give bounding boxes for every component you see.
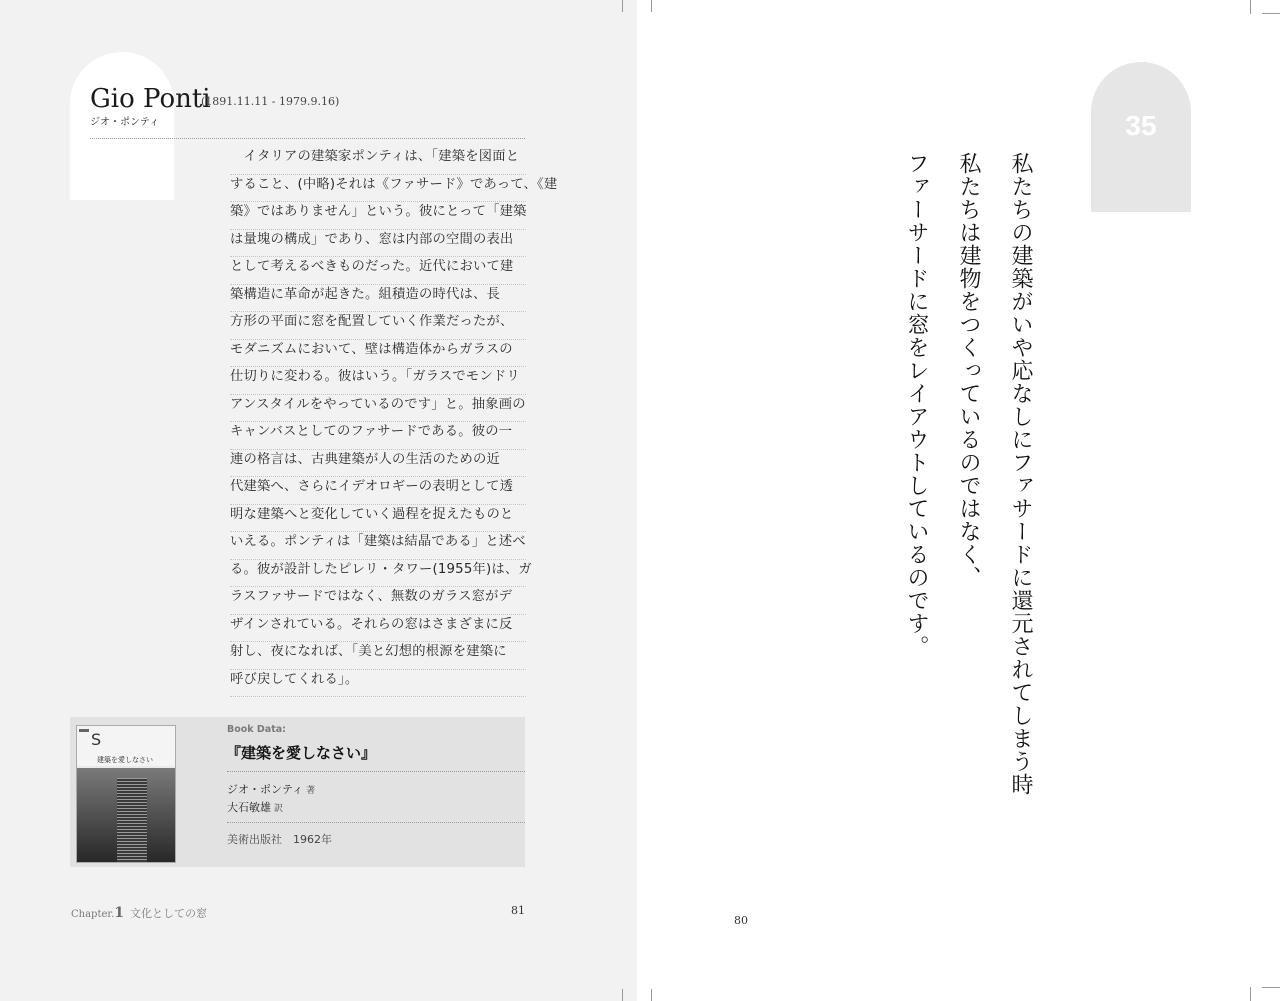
crop-mark bbox=[1250, 987, 1251, 1001]
crop-mark bbox=[1262, 13, 1280, 14]
cover-logo-icon: S bbox=[91, 730, 102, 749]
person-dates: (1891.11.11 - 1979.9.16) bbox=[201, 95, 340, 108]
body-line: として考えるべきものだった。近代において建 bbox=[230, 257, 526, 285]
book-translator-role: 訳 bbox=[274, 804, 284, 814]
running-footer bbox=[71, 902, 207, 921]
person-name: Gio Ponti bbox=[90, 84, 211, 114]
body-line: は量塊の構成」であり、窓は内部の空間の表出 bbox=[230, 230, 526, 258]
quote-column-1: 私たちの建築がいや応なしにファサードに還元されてしまう時 bbox=[1008, 152, 1033, 796]
cover-title: 建築を愛しなさい bbox=[97, 756, 153, 764]
crop-mark bbox=[651, 989, 652, 1001]
body-line: 射し、夜になれば、「美と幻想的根源を建築に bbox=[230, 642, 526, 670]
book-data-label: Book Data: bbox=[227, 724, 286, 735]
crop-mark bbox=[622, 0, 623, 12]
crop-mark bbox=[651, 0, 652, 12]
body-line: キャンバスとしてのファサードである。彼の一 bbox=[230, 422, 526, 450]
crop-mark bbox=[622, 989, 623, 1001]
book-data-divider bbox=[227, 822, 525, 823]
book-translator bbox=[227, 799, 283, 815]
body-line: すること、(中略)それは《ファサード》であって、《建 bbox=[230, 175, 526, 203]
page-number-left: 81 bbox=[511, 904, 525, 917]
crop-mark bbox=[1250, 0, 1251, 14]
chapter-word: Chapter. bbox=[71, 909, 115, 920]
chapter-number: 1 bbox=[114, 905, 125, 921]
body-line: 仕切りに変わる。彼はいう。「ガラスでモンドリ bbox=[230, 367, 526, 395]
body-line: ラスファサードではなく、無数のガラス窓がデ bbox=[230, 587, 526, 615]
body-line: 連の格言は、古典建築が人の生活のための近 bbox=[230, 450, 526, 478]
body-line: いえる。ポンティは「建築は結晶である」と述べ bbox=[230, 532, 526, 560]
body-line: 築構造に革命が起きた。組積造の時代は、長 bbox=[230, 285, 526, 313]
quote-column-2: 私たちは建物をつくっているのではなく、 bbox=[956, 152, 981, 589]
body-line: モダニズムにおいて、壁は構造体からガラスの bbox=[230, 340, 526, 368]
body-line: 明な建築へと変化していく過程を捉えたものと bbox=[230, 505, 526, 533]
body-line: 築》ではありません」という。彼にとって「建築 bbox=[230, 202, 526, 230]
cover-tag bbox=[79, 729, 89, 732]
book-cover-image bbox=[76, 725, 176, 863]
body-line: ザインされている。それらの窓はさまざまに反 bbox=[230, 615, 526, 643]
book-author-name: ジオ・ポンティ bbox=[227, 783, 304, 796]
header-divider bbox=[90, 138, 525, 139]
person-name-kana: ジオ・ポンティ bbox=[90, 117, 160, 128]
book-author bbox=[227, 781, 315, 797]
body-line: る。彼が設計したピレリ・タワー(1955年)は、ガ bbox=[230, 560, 526, 588]
quote-column-3: ファーサードに窓をレイアウトしているのです。 bbox=[904, 152, 929, 658]
body-line: イタリアの建築家ポンティは、「建築を図面と bbox=[230, 147, 526, 175]
crop-mark bbox=[1262, 987, 1280, 988]
book-translator-name: 大石敏雄 bbox=[227, 801, 271, 814]
quote-number: 35 bbox=[1125, 110, 1157, 141]
chapter-title: 文化としての窓 bbox=[130, 907, 208, 920]
body-line: アンスタイルをやっているのです」と。抽象画の bbox=[230, 395, 526, 423]
book-author-role: 著 bbox=[306, 786, 316, 796]
book-data-divider bbox=[227, 771, 525, 772]
page-number-right: 80 bbox=[734, 914, 748, 927]
body-text bbox=[230, 147, 558, 697]
book-publisher: 美術出版社 1962年 bbox=[227, 833, 332, 846]
body-line: 呼び戻してくれる」。 bbox=[230, 670, 526, 698]
body-line: 代建築へ、さらにイデオロギーの表明として透 bbox=[230, 477, 526, 505]
book-title: 『建築を愛しなさい』 bbox=[226, 744, 377, 762]
body-line: 方形の平面に窓を配置していく作業だったが、 bbox=[230, 312, 526, 340]
cover-tower-graphic bbox=[117, 778, 147, 863]
